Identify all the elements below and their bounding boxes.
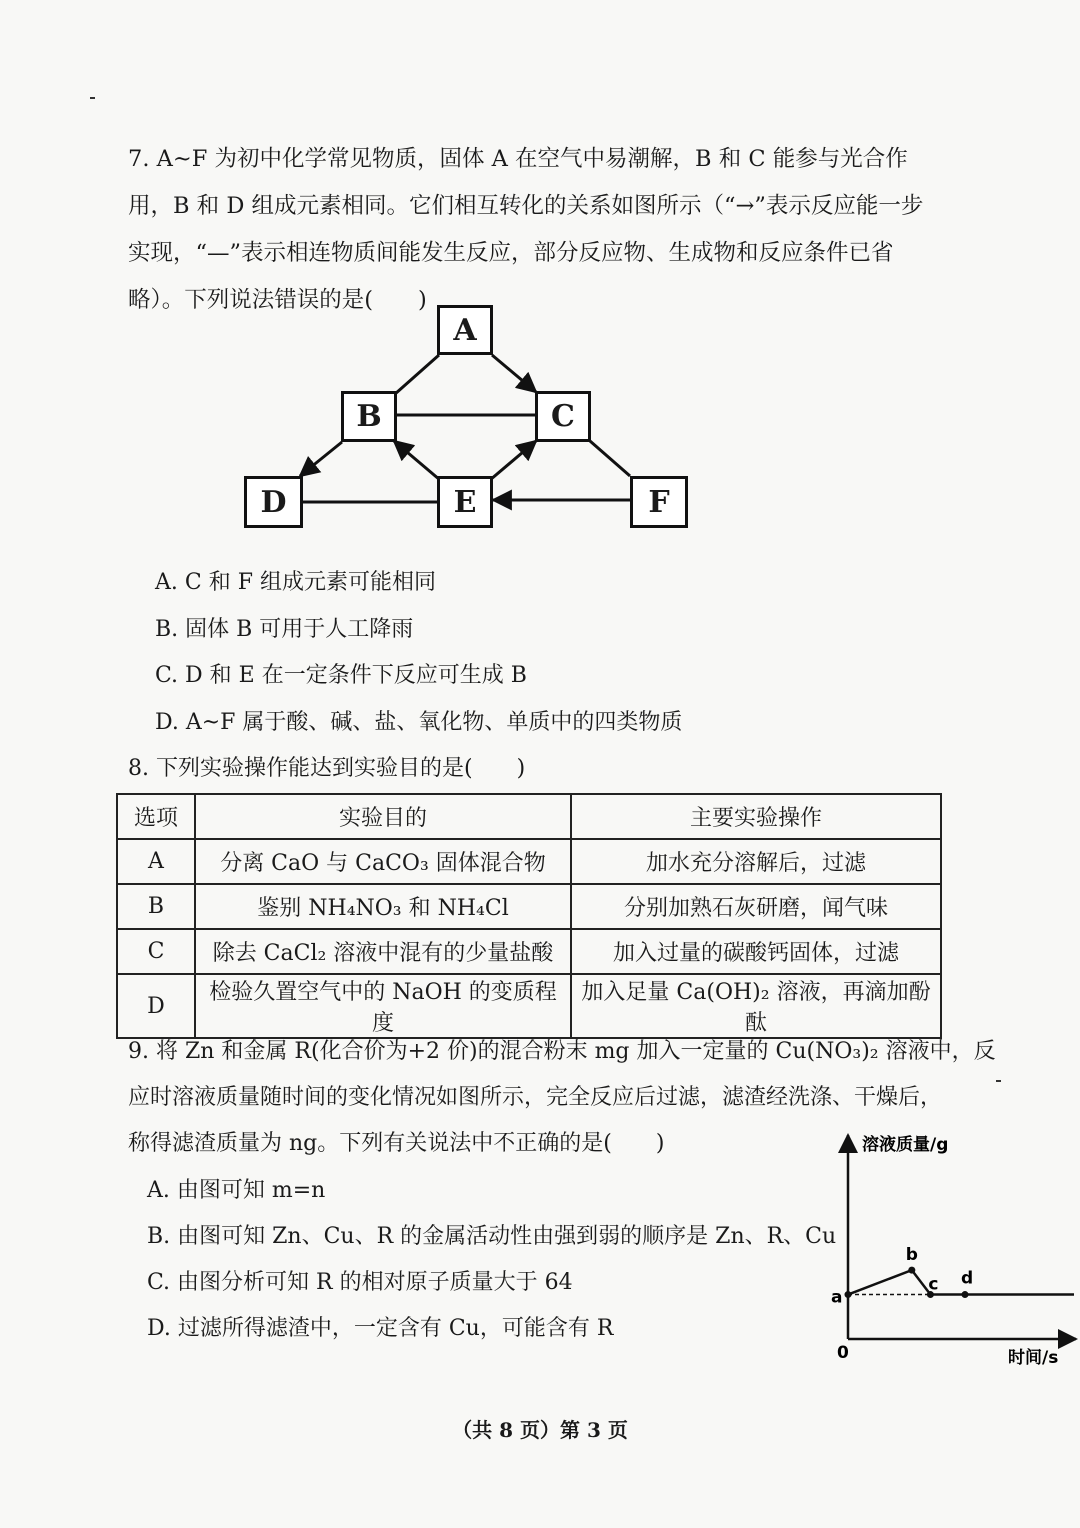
x-axis-label: 时间/s: [1008, 1348, 1059, 1368]
header-purpose: 实验目的: [195, 794, 571, 839]
y-axis-label: 溶液质量/g: [862, 1135, 949, 1155]
q9-stem-line-1: 9. 将 Zn 和金属 R(化合价为+2 价)的混合粉末 mg 加入一定量的 Cu(NO₃)₂ 溶液中，反: [128, 1039, 996, 1064]
cell-option: C: [117, 929, 195, 974]
table-row: [117, 974, 941, 1038]
node-b: B: [341, 391, 397, 442]
q8-stem: 8. 下列实验操作能达到实验目的是( ): [128, 756, 526, 781]
point-label-d: d: [960, 1268, 974, 1289]
cell-option: A: [117, 839, 195, 884]
point-label-c: c: [928, 1274, 939, 1295]
origin-label: 0: [837, 1343, 849, 1363]
point-b: [908, 1267, 915, 1274]
cell-operation: 加入足量 Ca(OH)₂ 溶液，再滴加酚酞: [571, 974, 941, 1038]
arrow-b-to-d: [300, 442, 342, 476]
point-label-a: a: [831, 1287, 843, 1308]
q9-option-d: D. 过滤所得滤渣中，一定含有 Cu，可能含有 R: [147, 1316, 614, 1341]
table-row: [117, 839, 941, 884]
header-operation: 主要实验操作: [571, 794, 941, 839]
q7-stem: 7. A~F 为初中化学常见物质，固体 A 在空气中易潮解，B 和 C 能参与光合作用，B 和 D 组成元素相同。它们相互转化的关系如图所示（“→”表示反应能一步实现，“—”表示相连物质间能发生反应，部分反应物、生成物和反应条件已省略）。下列说法错误的是( ): [128, 146, 924, 313]
node-a: A: [437, 305, 493, 355]
q9-option-b: B. 由图可知 Zn、Cu、R 的金属活动性由强到弱的顺序是 Zn、R、Cu: [147, 1224, 837, 1249]
q7-option-b: B. 固体 B 可用于人工降雨: [155, 617, 414, 642]
node-f: F: [630, 476, 688, 528]
table-header-row: [117, 794, 941, 839]
cell-option: B: [117, 884, 195, 929]
point-label-b: b: [905, 1245, 918, 1266]
arrow-a-to-c: [492, 355, 536, 392]
table-row: [117, 884, 941, 929]
q9-stem-line-3: 称得滤渣质量为 ng。下列有关说法中不正确的是( ): [128, 1131, 665, 1156]
header-option: 选项: [117, 794, 195, 839]
cell-option: D: [117, 974, 195, 1038]
point-d: [961, 1291, 968, 1298]
node-c: C: [535, 391, 591, 442]
line-f-c: [590, 441, 630, 476]
q9-option-c: C. 由图分析可知 R 的相对原子质量大于 64: [147, 1270, 573, 1295]
cell-operation: 分别加熟石灰研磨，闻气味: [571, 884, 941, 929]
arrow-e-to-c: [490, 441, 536, 480]
q9-mass-time-chart: [820, 1125, 1080, 1375]
cell-purpose: 除去 CaCl₂ 溶液中混有的少量盐酸: [195, 929, 571, 974]
node-e: E: [437, 476, 493, 528]
q8-experiment-table: [116, 793, 942, 1039]
point-a: [845, 1291, 852, 1298]
q7-option-d: D. A~F 属于酸、碱、盐、氧化物、单质中的四类物质: [155, 710, 683, 735]
cell-purpose: 鉴别 NH₄NO₃ 和 NH₄Cl: [195, 884, 571, 929]
table-row: [117, 929, 941, 974]
arrow-e-to-b: [394, 441, 440, 480]
q7-option-c: C. D 和 E 在一定条件下反应可生成 B: [155, 663, 527, 688]
q9-option-a: A. 由图可知 m=n: [147, 1178, 326, 1203]
page-footer: （共 8 页）第 3 页: [452, 1418, 628, 1442]
line-a-b: [395, 355, 439, 394]
q9-stem-line-2: 应时溶液质量随时间的变化情况如图所示，完全反应后过滤，滤渣经洗涤、干燥后，: [128, 1085, 943, 1110]
cell-purpose: 分离 CaO 与 CaCO₃ 固体混合物: [195, 839, 571, 884]
q7-option-a: A. C 和 F 组成元素可能相同: [155, 570, 436, 595]
cell-operation: 加水充分溶解后，过滤: [571, 839, 941, 884]
node-d: D: [244, 476, 303, 528]
cell-operation: 加入过量的碳酸钙固体，过滤: [571, 929, 941, 974]
cell-purpose: 检验久置空气中的 NaOH 的变质程度: [195, 974, 571, 1038]
